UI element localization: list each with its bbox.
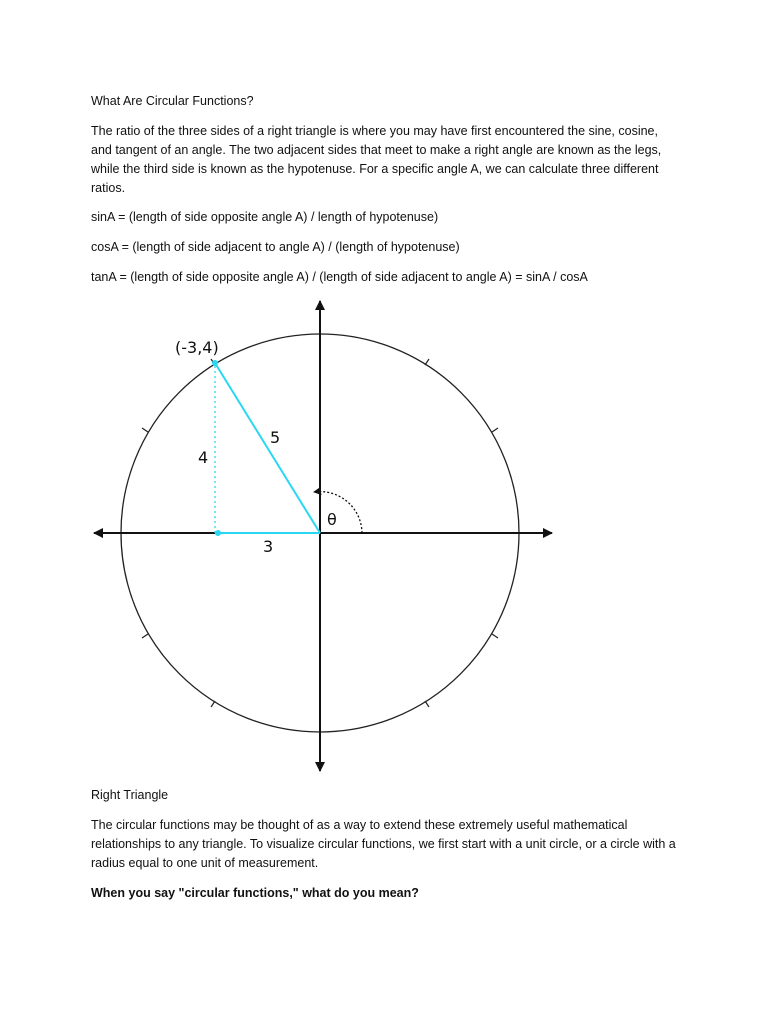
foot-marker [215,530,221,536]
body-paragraph: The circular functions may be thought of as a way to extend these extremely useful mathematical relationships to any triangle. To visualize circular functions, we first start with a unit circle, or a circle with a radius equal to one unit of measurement. [91,818,676,870]
figure-caption: Right Triangle [91,788,169,802]
hypotenuse-line [215,363,320,533]
section-heading: What Are Circular Functions? [91,94,254,108]
cosine-formula: cosA = (length of side adjacent to angle A) / (length of hypotenuse) [91,240,460,254]
point-label: (-3,4) [175,338,219,357]
question-heading: When you say "circular functions," what do you mean? [91,886,419,900]
hypotenuse-label: 5 [270,428,281,447]
angle-label: θ [327,510,337,529]
adjacent-label: 3 [263,537,274,556]
opposite-label: 4 [198,448,209,467]
sine-formula: sinA = (length of side opposite angle A) / length of hypotenuse) [91,210,439,224]
intro-paragraph: The ratio of the three sides of a right triangle is where you may have first encountered the sine, cosine, and tangent of an angle. The two adjacent sides that meet to make a right angle are known as the legs, while the third side is known as the hypotenuse. For a specific angle A, we can calculate three different ratios. [91,124,662,195]
unit-circle-diagram [80,295,570,780]
tangent-formula: tanA = (length of side opposite angle A) / (length of side adjacent to angle A) = sinA / cosA [91,270,588,284]
point-marker [212,360,218,366]
angle-arc [314,492,362,533]
